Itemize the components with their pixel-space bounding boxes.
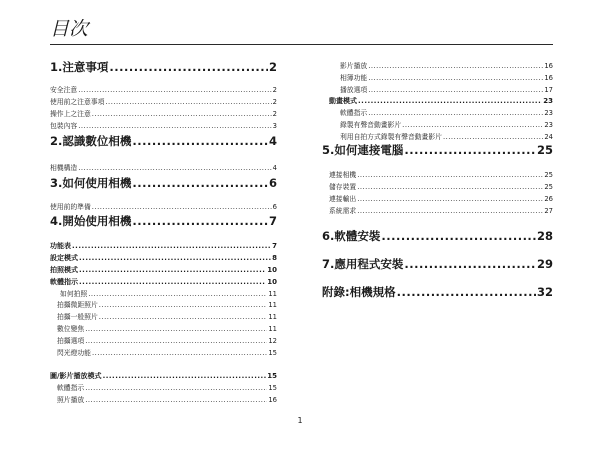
toc-entry[interactable]: 影片播放 ..... 16 (340, 60, 553, 70)
toc-entry[interactable]: 安全注意 ..... 2 (50, 84, 277, 94)
toc-entry[interactable]: 拍攝選項 ..... 12 (57, 335, 277, 345)
page-number: 1 (297, 416, 303, 425)
toc-entry[interactable]: 4.開始使用相機 ..... 7 (50, 213, 277, 229)
toc-entry[interactable]: 圖/影片播放模式 ..... 15 (50, 371, 277, 381)
toc-entry[interactable]: 使用前的準備 ..... 6 (50, 201, 277, 211)
toc-entry[interactable]: 使用前之注意事項 ..... 2 (50, 96, 277, 106)
toc-entry[interactable]: 包裝內容 ..... 3 (50, 120, 277, 130)
toc-entry[interactable]: 相簿功能 ..... 16 (340, 72, 553, 82)
toc-entry[interactable]: 軟體指示 ..... 10 (50, 277, 277, 287)
toc-entry[interactable]: 附錄:相機規格 ..... 32 (322, 284, 553, 300)
toc-entry[interactable]: 系統需求 ..... 27 (329, 205, 553, 215)
toc-entry[interactable]: 播放選項 ..... 17 (340, 84, 553, 94)
toc-entry[interactable]: 閃光燈功能 ..... 15 (57, 347, 277, 357)
toc-entry[interactable]: 動畫模式 ..... 23 (329, 96, 553, 106)
toc-entry[interactable]: 儲存裝置 ..... 25 (329, 181, 553, 191)
title-divider (50, 44, 553, 45)
toc-entry[interactable]: 設定模式 ..... 8 (50, 253, 277, 263)
toc-entry[interactable]: 6.軟體安裝 ..... 28 (322, 228, 553, 244)
toc-entry[interactable]: 7.應用程式安裝 ..... 29 (322, 256, 553, 272)
toc-entry[interactable]: 軟體指示 ..... 23 (340, 107, 553, 117)
toc-entry[interactable]: 錄製有聲音動畫影片 ..... 23 (340, 119, 553, 129)
toc-entry[interactable]: 如何拍照 ..... 11 (60, 288, 277, 298)
toc-entry[interactable]: 拍攝一般照片 ..... 11 (57, 311, 277, 321)
toc-entry[interactable]: 拍照模式 ..... 10 (50, 265, 277, 275)
toc-entry[interactable]: 拍攝微距照片 ..... 11 (57, 299, 277, 309)
toc-title: 目次 (50, 18, 89, 40)
toc-entry[interactable]: 5.如何連接電腦 ..... 25 (322, 142, 553, 158)
toc-entry[interactable]: 1.注意事項 ..... 2 (50, 59, 277, 75)
toc-entry[interactable]: 軟體指示 ..... 15 (57, 382, 277, 392)
toc-entry[interactable]: 利用自拍方式錄製有聲音動畫影片 ..... 24 (340, 131, 553, 141)
toc-entry[interactable]: 數位變焦 ..... 11 (57, 323, 277, 333)
toc-entry[interactable]: 照片播放 ..... 16 (57, 394, 277, 404)
toc-entry[interactable]: 3.如何使用相機 ..... 6 (50, 175, 277, 191)
toc-entry[interactable]: 2.認識數位相機 ..... 4 (50, 133, 277, 149)
toc-entry[interactable]: 功能表 ..... 7 (50, 241, 277, 251)
toc-entry[interactable]: 操作上之注意 ..... 2 (50, 108, 277, 118)
toc-entry[interactable]: 連接輸出 ..... 26 (329, 193, 553, 203)
toc-entry[interactable]: 相機構造 ..... 4 (50, 162, 277, 172)
toc-entry[interactable]: 連接相機 ..... 25 (329, 169, 553, 179)
